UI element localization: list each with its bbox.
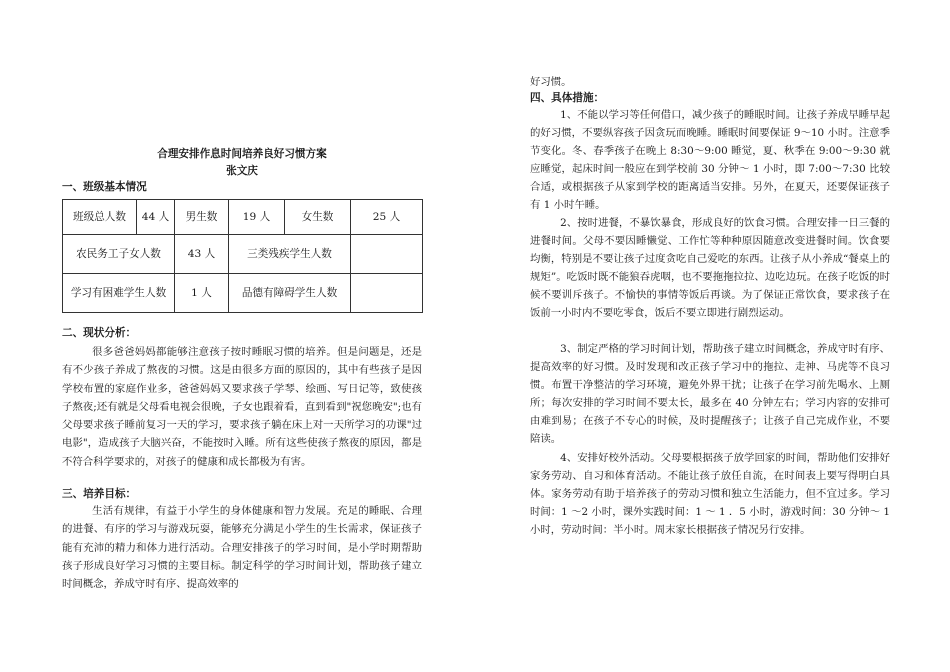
- moral-issue-value: [351, 274, 423, 313]
- boys-count-label: 男生数: [175, 200, 229, 235]
- goals-paragraph: 生活有规律，有益于小学生的身体健康和智力发展。充足的睡眠、合理的进餐、有序的学习与游戏玩耍，能够充分满足小学生的生长需求，保证孩子能有充沛的精力和体力进行活动。合理安排孩子的学习时间，是小学时期帮助孩子形成良好学习习惯的主要目标。制定科学的学习时间计划，帮助孩子建立时间概念，养成守时有序、提高效率的: [62, 505, 422, 591]
- measure-outside-activities: 4、安排好校外活动。父母要根据孩子放学回家的时间，帮助他们安排好家务劳动、自习和体育活动。不能让孩子放任自流，在时间表上要写得明白具体。家务劳动有助于培养孩子的劳动习惯和独立生活能力，但不宜过多。学习时间：1 ～2 小时，课外实践时间：1 ～ 1 ．5 小时，游戏时间：30 分钟～ 1 小时，劳动时间：半小时。周末家长根据孩子情况另行安排。: [530, 452, 890, 537]
- table-row: [63, 235, 423, 274]
- section-heading-basic-info: 一、班级基本情况: [62, 181, 147, 193]
- class-info-table: [62, 199, 423, 313]
- disabled-students-value: [351, 235, 423, 274]
- girls-count-value: 25 人: [351, 200, 423, 235]
- girls-count-label: 女生数: [285, 200, 351, 235]
- status-paragraph: 很多爸爸妈妈都能够注意孩子按时睡眠习惯的培养。但是问题是，还是有不少孩子养成了熬夜的习惯。这是由很多方面的原因的，其中有些孩子是因学校布置的家庭作业多，爸爸妈妈又要求孩子学琴、绘画、写日记等，致使孩子熬夜;还有就是父母看电视会很晚，子女也跟着看，直到看到"祝您晚安";也有父母要求孩子睡前复习一天的学习，要求孩子躺在床上对一天所学习的功课"过电影"，造成孩子大脑兴奋，不能按时入睡。所有这些使孩子熬夜的原因，都是不符合科学要求的，对孩子的健康和成长都极为有害。: [62, 346, 422, 468]
- learning-difficulty-value: 1 人: [175, 274, 229, 313]
- measure-meals: 2、按时进餐，不暴饮暴食，形成良好的饮食习惯。合理安排一日三餐的进餐时间。父母不要因睡懒觉、工作忙等种种原因随意改变进餐时间。饮食要均衡，特别是不要让孩子过度贪吃自己爱吃的东西。让孩子从小养成“餐桌上的规矩”。吃饭时既不能狼吞虎咽，也不要拖拖拉拉、边吃边玩。在孩子吃饭的时候不要训斥孩子。不愉快的事情等饭后再谈。为了保证正常饮食，要求孩子在饭前一小时内不要吃零食，饭后不要立即进行剧烈运动。: [530, 217, 890, 320]
- goals-paragraph-continuation: 好习惯。: [530, 76, 572, 88]
- learning-difficulty-label: 学习有困难学生人数: [63, 274, 175, 313]
- total-students-label: 班级总人数: [63, 200, 137, 235]
- document-title: 合理安排作息时间培养良好习惯方案: [157, 148, 327, 160]
- measure-study-plan: 3、制定严格的学习时间计划，帮助孩子建立时间概念，养成守时有序、提高效率的好习惯。及时发现和改正孩子学习中的拖拉、走神、马虎等不良习惯。布置干净整洁的学习环境，避免外界干扰；让孩子在学习前先喝水、上厕所；每次安排的学习时间不要太长，最多在 40 分钟左右；学习内容的安排可由难到易；在孩子不专心的时候，及时提醒孩子；让孩子自己完成作业，不要陪读。: [530, 343, 890, 446]
- section-heading-measures: 四、具体措施：: [530, 92, 605, 104]
- author-name: 张文庆: [226, 165, 258, 177]
- total-students-value: 44 人: [137, 200, 175, 235]
- migrant-children-label: 农民务工子女人数: [63, 235, 175, 274]
- measure-sleep: 1、不能以学习等任何借口，减少孩子的睡眠时间。让孩子养成早睡早起的好习惯，不要纵容孩子因贪玩而晚睡。睡眠时间要保证 9～10 小时。注意季节变化。冬、春季孩子在晚上 8:30～9:00 睡觉，夏、秋季在 9:00～9:30 就应睡觉，起床时间一般应在到学校前 30 分钟～ 1 小时，即 7:00～7:30 比较合适，或根据孩子从家到学校的距离适当安排。另外，在夏天，还要保证孩子有 1 小时午睡。: [530, 109, 890, 212]
- section-heading-status: 二、现状分析：: [62, 327, 137, 339]
- disabled-students-label: 三类残疾学生人数: [229, 235, 351, 274]
- moral-issue-label: 品德有障碍学生人数: [229, 274, 351, 313]
- boys-count-value: 19 人: [229, 200, 285, 235]
- migrant-children-value: 43 人: [175, 235, 229, 274]
- table-row: [63, 200, 423, 235]
- section-heading-goals: 三、培养目标：: [62, 488, 137, 500]
- table-row: [63, 274, 423, 313]
